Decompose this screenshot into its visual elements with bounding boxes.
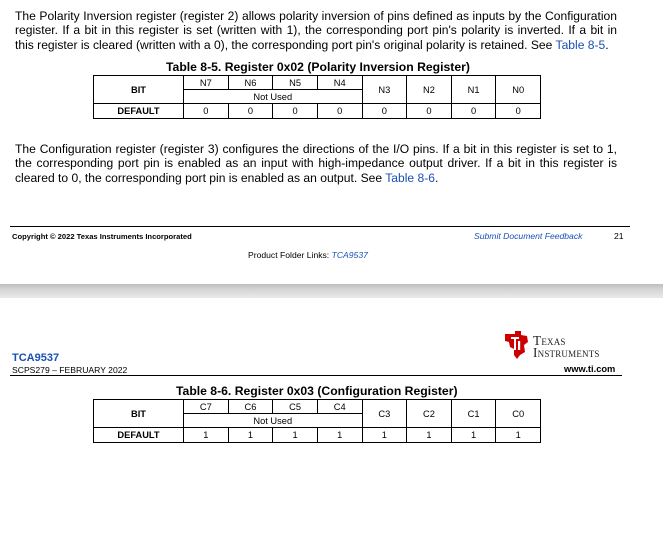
not-used-cell: Not Used <box>184 414 363 428</box>
default-cell: 1 <box>496 428 541 443</box>
paragraph-text: The Polarity Inversion register (register 2) allows polarity inversion of pins defined as inputs by the Configuration register. If a bit in this register is set (written with 1), the corresponding port pin's polarity is inverted. If a bit in this register is cleared (written with a 0), the corresponding port pin's original polarity is retained. See <box>15 9 617 52</box>
default-cell: 0 <box>273 104 318 119</box>
default-cell: 0 <box>184 104 229 119</box>
default-cell: 0 <box>362 104 407 119</box>
website-link[interactable]: www.ti.com <box>564 364 616 374</box>
configuration-paragraph: The Configuration register (register 3) configures the directions of the I/O pins. If a bit in this register is set to 1, the corresponding port pin is enabled as an input with high-impedance output driver. If a bit in this register is cleared to 0, the corresponding port pin is enabled as an output. See Table 8-6. <box>15 142 617 185</box>
bit-cell: C5 <box>273 400 318 414</box>
bit-cell: N1 <box>451 76 496 104</box>
ti-logo <box>502 330 632 362</box>
default-header: DEFAULT <box>94 428 184 443</box>
default-cell: 1 <box>407 428 452 443</box>
bit-cell: C4 <box>317 400 362 414</box>
bit-header: BIT <box>94 400 184 428</box>
submit-feedback-link[interactable]: Submit Document Feedback <box>474 231 583 241</box>
bit-cell: N4 <box>317 76 362 90</box>
paragraph-text: The Configuration register (register 3) configures the directions of the I/O pins. If a bit in this register is set to 1, the corresponding port pin is enabled as an input with high-impedance output driver. If a bit in this register is cleared to 0, the corresponding port pin is enabled as an output. See <box>15 142 617 185</box>
page-separator <box>0 284 663 298</box>
polarity-inversion-paragraph: The Polarity Inversion register (register 2) allows polarity inversion of pins defined as inputs by the Configuration register. If a bit in this register is set (written with 1), the corresponding port pin's polarity is inverted. If a bit in this register is cleared (written with a 0), the corresponding port pin's original polarity is retained. See Table 8-5. <box>15 9 617 52</box>
bit-cell: N7 <box>184 76 229 90</box>
default-cell: 0 <box>317 104 362 119</box>
table-8-5-caption: Table 8-5. Register 0x02 (Polarity Inversion Register) <box>166 60 470 74</box>
bit-cell: N6 <box>228 76 273 90</box>
bit-cell: C3 <box>362 400 407 428</box>
table-8-6-caption: Table 8-6. Register 0x03 (Configuration Register) <box>176 384 458 398</box>
table-8-6-link[interactable]: Table 8-6 <box>385 170 436 185</box>
bit-header: BIT <box>94 76 184 104</box>
logo-text-line2: Instruments <box>533 345 600 360</box>
product-link[interactable]: TCA9537 <box>331 250 368 260</box>
default-cell: 1 <box>228 428 273 443</box>
copyright-text: Copyright © 2022 Texas Instruments Incorporated <box>12 232 192 241</box>
configuration-register-table <box>93 399 541 443</box>
not-used-cell: Not Used <box>184 90 363 104</box>
default-cell: 1 <box>273 428 318 443</box>
logo-text-line1: Texas <box>533 333 566 348</box>
document-number: SCPS279 – FEBRUARY 2022 <box>12 365 128 375</box>
bit-cell: N0 <box>496 76 541 104</box>
default-cell: 1 <box>317 428 362 443</box>
default-cell: 1 <box>362 428 407 443</box>
table-8-5-link[interactable]: Table 8-5 <box>555 37 606 52</box>
part-number[interactable]: TCA9537 <box>12 352 60 364</box>
default-cell: 0 <box>451 104 496 119</box>
default-cell: 1 <box>451 428 496 443</box>
bit-cell: C2 <box>407 400 452 428</box>
product-folder-links: Product Folder Links: TCA9537 <box>248 250 368 260</box>
default-cell: 1 <box>184 428 229 443</box>
bit-cell: N5 <box>273 76 318 90</box>
default-cell: 0 <box>228 104 273 119</box>
header-divider <box>10 375 622 376</box>
bit-cell: C7 <box>184 400 229 414</box>
default-header: DEFAULT <box>94 104 184 119</box>
default-cell: 0 <box>407 104 452 119</box>
bit-cell: C6 <box>228 400 273 414</box>
bit-cell: C1 <box>451 400 496 428</box>
bit-cell: N2 <box>407 76 452 104</box>
bit-cell: N3 <box>362 76 407 104</box>
polarity-inversion-register-table <box>93 75 541 119</box>
bit-cell: C0 <box>496 400 541 428</box>
ti-logo-icon <box>502 330 530 360</box>
default-cell: 0 <box>496 104 541 119</box>
footer-divider <box>10 226 630 227</box>
page-number: 21 <box>614 231 624 241</box>
